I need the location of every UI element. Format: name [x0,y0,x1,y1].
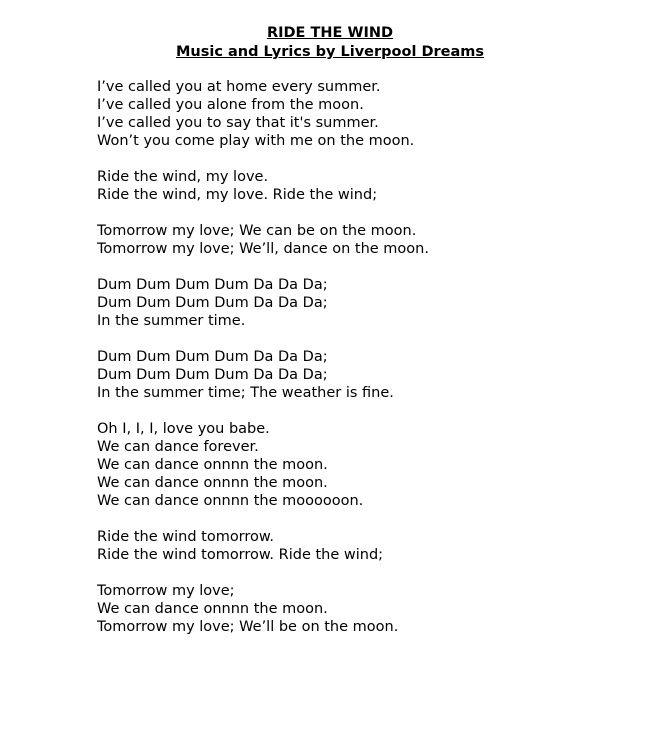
stanza [97,222,637,258]
lyric-line: We can dance forever. [97,439,259,455]
lyric-line: Won’t you come play with me on the moon. [97,133,415,149]
lyric-line: In the summer time; The weather is fine. [97,385,394,401]
lyric-line: Dum Dum Dum Dum Da Da Da; [97,277,328,293]
lyric-line: I’ve called you alone from the moon. [97,97,364,113]
song-credits: Music and Lyrics by Liverpool Dreams [175,44,485,60]
lyric-line: Tomorrow my love; We can be on the moon. [97,223,417,239]
stanza [97,348,637,402]
lyric-line: In the summer time. [97,313,246,329]
lyric-line: I’ve called you at home every summer. [97,79,381,95]
lyric-line: Dum Dum Dum Dum Da Da Da; [97,367,328,383]
song-title: RIDE THE WIND [266,25,394,41]
stanza [97,420,637,510]
lyric-line: We can dance onnnn the moon. [97,475,328,491]
document-header [0,24,652,62]
lyric-line: Tomorrow my love; We’ll be on the moon. [97,619,399,635]
lyric-line: We can dance onnnn the moon. [97,601,328,617]
stanza [97,168,637,204]
lyric-line: We can dance onnnn the moon. [97,457,328,473]
stanza [97,582,637,636]
lyric-line: I’ve called you to say that it's summer. [97,115,379,131]
lyric-line: Ride the wind, my love. [97,169,269,185]
lyric-line: Ride the wind tomorrow. Ride the wind; [97,547,384,563]
stanza [97,528,637,564]
lyric-line: Tomorrow my love; We’ll, dance on the moon. [97,241,429,257]
lyrics-body [97,78,637,654]
lyric-line: Ride the wind, my love. Ride the wind; [97,187,378,203]
stanza [97,78,637,150]
lyric-line: Oh I, I, I, love you babe. [97,421,270,437]
lyric-line: Dum Dum Dum Dum Da Da Da; [97,349,328,365]
lyric-line: Ride the wind tomorrow. [97,529,275,545]
stanza [97,276,637,330]
lyric-line: Dum Dum Dum Dum Da Da Da; [97,295,328,311]
lyric-line: Tomorrow my love; [97,583,235,599]
lyric-line: We can dance onnnn the moooooon. [97,493,364,509]
